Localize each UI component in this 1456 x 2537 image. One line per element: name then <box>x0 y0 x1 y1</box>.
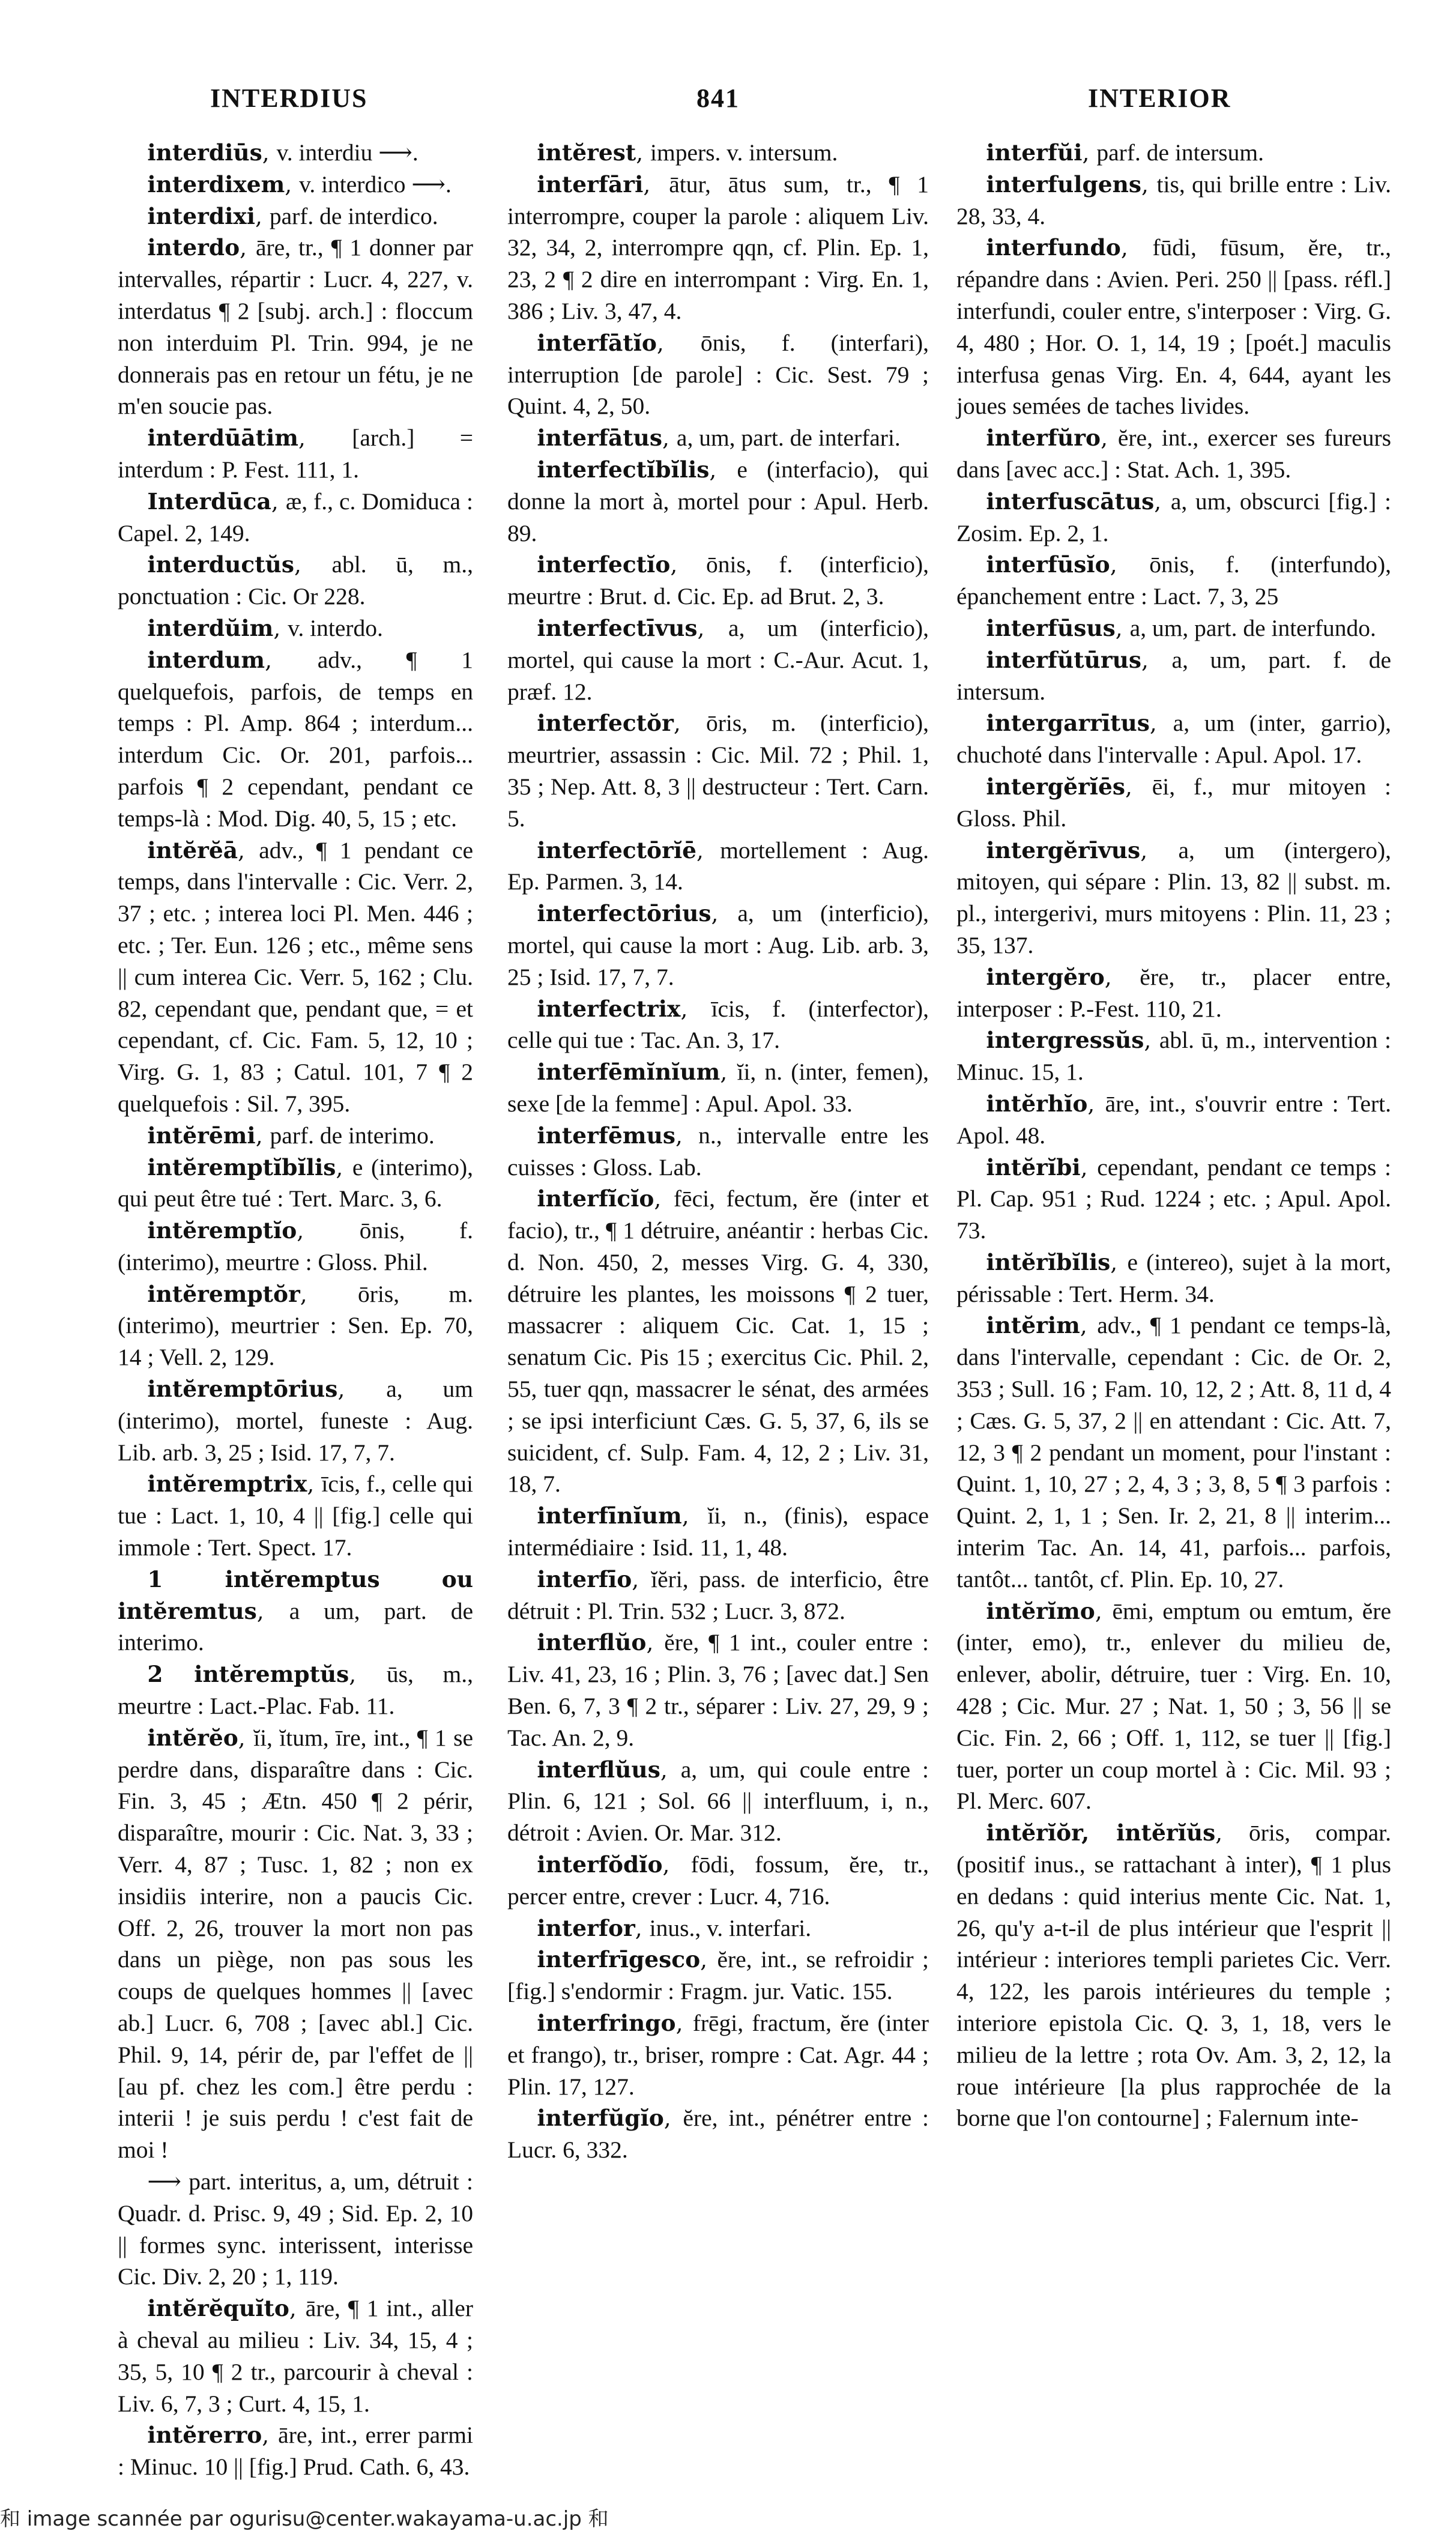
left-guide-word: INTERDIUS <box>210 83 368 113</box>
dictionary-entry <box>507 1754 929 1849</box>
dictionary-entry <box>118 612 473 644</box>
headword: 1 intĕremptus ou intĕremtus , <box>118 1566 473 1624</box>
definition: cependant, pendant ce temps : Pl. Cap. 951 ; Rud. 1224 ; etc. ; Apul. Apol. 73. <box>956 1154 1391 1244</box>
dictionary-entry <box>507 1564 929 1627</box>
definition: ōnis, f. (interfari), interruption [de parole] : Cic. Sest. 79 ; Quint. 4, 2, 50. <box>507 329 929 420</box>
definition: v. interdo. <box>288 614 383 641</box>
headword: intĕrhĭo , <box>986 1090 1105 1117</box>
spacer <box>118 2483 1391 2507</box>
headword: interdixem , <box>147 171 299 198</box>
headword: interfātĭo , <box>537 330 701 356</box>
headword: interfĭcĭo , <box>537 1185 674 1212</box>
dictionary-entry <box>118 2293 473 2419</box>
columns <box>118 137 1391 2483</box>
dictionary-entry <box>118 1215 473 1278</box>
definition: ēmi, emptum ou emtum, ĕre (inter, emo), tr., enlever du milieu de, enlever, abolir, détruire, tuer : Virg. En. 10, 428 ; Cic. Mur. 27 ; Nat. 1, 50 ; 3, 56 || se Cic. Fin. 2, 66 ; Off. 1, 112, se tuer || [fig.] tuer, porter un coup mortel à : Cic. Mil. 93 ; Pl. Merc. 607. <box>956 1597 1391 1815</box>
definition: parf. de interdico. <box>269 202 438 229</box>
headword: interfectĭo , <box>537 551 706 578</box>
dictionary-entry <box>956 1595 1391 1818</box>
definition: ĕre, int., se refroidir ; [fig.] s'endormir : Fragm. jur. Vatic. 155. <box>507 1946 929 2005</box>
headword: 2 intĕremptŭs , <box>147 1661 387 1687</box>
headword: interfūsus , <box>986 615 1129 641</box>
definition: āre, int., errer parmi : Minuc. 10 || [fig.] Prud. Cath. 6, 43. <box>118 2422 473 2481</box>
definition: mortellement : Aug. Ep. Parmen. 3, 14. <box>507 836 929 895</box>
dictionary-entry <box>507 1183 929 1500</box>
definition: æ, f., c. Domiduca : Capel. 2, 149. <box>118 488 474 546</box>
headword: interfuscātus , <box>986 488 1171 515</box>
definition: ōnis, f. (interficio), meurtre : Brut. d. Cic. Ep. ad Brut. 2, 3. <box>507 551 929 610</box>
definition: ĕre, ¶ 1 int., couler entre : Liv. 41, 23, 16 ; Plin. 3, 76 ; [avec dat.] Sen Ben. 6, 7, 3 ¶ 2 tr., séparer : Liv. 27, 29, 9 ; Tac. An. 2, 9. <box>507 1629 929 1751</box>
dictionary-entry <box>118 1152 473 1215</box>
dictionary-entry <box>118 422 473 486</box>
headword: interductŭs , <box>147 551 331 578</box>
headword: interdixi , <box>147 203 269 229</box>
column-2 <box>507 137 929 2166</box>
dictionary-entry <box>118 1468 473 1563</box>
dictionary-entry <box>507 327 929 422</box>
headword: interfundo , <box>986 234 1152 261</box>
dictionary-entry <box>956 612 1391 644</box>
definition: ōris, m. (interficio), meurtrier, assassin : Cic. Mil. 72 ; Phil. 1, 35 ; Nep. Att. 8, 3 || destructeur : Tert. Carn. 5. <box>507 710 929 832</box>
dictionary-entry <box>507 1849 929 1913</box>
dictionary-entry <box>507 137 929 169</box>
headword: intĕremptĭbĭlis , <box>147 1154 352 1181</box>
headword: interfectrix , <box>537 996 711 1022</box>
definition: ĭi, ĭtum, īre, int., ¶ 1 se perdre dans, disparaître dans : Cic. Fin. 3, 45 ; Ætn. 450 ¶ 2 périr, disparaître, mourir : Cic. Nat. 3, 33 ; Verr. 4, 87 ; Tusc. 1, 82 ; non ex insidiis interire, non a paucis Cic. Off. 2, 26, trouver la mort non pas dans un piège, non pas sous les coups de quelques hommes || [avec ab.] Lucr. 6, 708 ; [avec abl.] Cic. Phil. 9, 14, périr de, par l'effet de || [au pf. chez les com.] être perdu : interii ! je suis perdu ! c'est fait de moi ! <box>118 1724 473 2164</box>
dictionary-entry <box>507 454 929 549</box>
headword: intergarrītus , <box>986 710 1173 736</box>
dictionary-entry <box>507 993 929 1057</box>
definition: a, um (interimo), mortel, funeste : Aug. Lib. arb. 3, 25 ; Isid. 17, 7, 7. <box>118 1376 473 1466</box>
dictionary-entry <box>118 1722 473 2166</box>
headword: intĕremptrix , <box>147 1471 321 1497</box>
definition: a, um, qui coule entre : Plin. 6, 121 ; Sol. 66 || interfluum, i, n., détroit : Avien. Or. Mar. 312. <box>507 1756 929 1846</box>
definition: e (interimo), qui peut être tué : Tert. Marc. 3, 6. <box>118 1154 473 1212</box>
dictionary-entry <box>118 1659 473 1722</box>
definition: ĕre, int., exercer ses fureurs dans [avec acc.] : Stat. Ach. 1, 395. <box>956 425 1391 483</box>
definition: parf. de interimo. <box>270 1122 435 1149</box>
headword: intĕremptĭo , <box>147 1217 359 1244</box>
headword: interdiūs , <box>147 139 276 166</box>
definition: āre, tr., ¶ 1 donner par intervalles, répartir : Lucr. 4, 227, v. interdatus ¶ 2 [subj. arch.] : floccum non interduim Pl. Trin. 994, je ne donnerais pas en retour un fétu, je ne m'en soucie pas. <box>118 234 474 420</box>
definition: fūdi, fūsum, ĕre, tr., répandre dans : Avien. Peri. 250 || [pass. réfl.] interfundi, couler entre, s'interposer : Virg. G. 4, 480 ; Hor. O. 1, 14, 19 ; [poét.] maculis interfusa genas Virg. En. 4, 644, ayant les joues semées de taches livides. <box>956 234 1391 420</box>
headword: interfāri , <box>537 171 669 198</box>
definition: n., intervalle entre les cuisses : Gloss. Lab. <box>507 1122 929 1181</box>
headword: interfīnĭum , <box>537 1502 707 1529</box>
definition: impers. v. intersum. <box>650 139 838 166</box>
headword: interfūsĭo , <box>986 551 1149 578</box>
definition: a, um (inter, garrio), chuchoté dans l'intervalle : Apul. Apol. 17. <box>956 710 1391 769</box>
headword: interfectīvus , <box>537 615 728 641</box>
dictionary-entry <box>507 169 929 327</box>
headword: intĕrim , <box>986 1312 1097 1338</box>
headword: intĕremptŏr , <box>147 1281 358 1307</box>
definition: abl. ū, m., ponctuation : Cic. Or 228. <box>118 551 473 610</box>
headword: interfŭgĭo , <box>537 2105 683 2131</box>
definition: a, um (interficio), mortel, qui cause la mort : C.-Aur. Acut. 1, præf. 12. <box>507 614 929 705</box>
dictionary-entry <box>956 1247 1391 1310</box>
dictionary-entry <box>118 486 473 549</box>
dictionary-entry <box>956 1088 1391 1152</box>
dictionary-entry <box>956 644 1391 708</box>
definition: ĕre, tr., placer entre, interposer : P.-Fest. 110, 21. <box>956 963 1391 1022</box>
dictionary-entry <box>118 1120 473 1152</box>
headword: intĕrĭmo , <box>986 1598 1112 1624</box>
definition: fēci, fectum, ĕre (inter et facio), tr., ¶ 1 détruire, anéantir : herbas Cic. d. Non. 450, 2, messes Virg. G. 4, 330, détruire les plantes, les moissons ¶ 2 tuer, massacrer : aliquem Cic. Cat. 1, 15 ; senatum Cic. Pis 15 ; exercitus Cic. Phil. 2, 55, tuer qqn, massacrer le sénat, des armées ; se ipsi interficiunt Cæs. G. 5, 37, 6, ils se suicident, cf. Sulp. Fam. 4, 12, 2 ; Liv. 31, 18, 7. <box>507 1185 929 1498</box>
headword: interdūātim , <box>147 425 352 451</box>
definition: a um, part. de interimo. <box>118 1597 473 1656</box>
definition: parf. de intersum. <box>1096 139 1264 166</box>
dictionary-entry <box>118 2419 473 2483</box>
headword: intĕrĕā , <box>147 837 259 863</box>
dictionary-entry <box>956 549 1391 612</box>
dictionary-entry <box>118 1564 473 1659</box>
definition: a, um, part. f. de intersum. <box>956 646 1391 705</box>
headword: interfringo , <box>537 2010 692 2036</box>
definition: ⟶ part. interitus, a, um, détruit : Quadr. d. Prisc. 9, 49 ; Sid. Ep. 2, 10 || formes sync. interissent, interisse Cic. Div. 2, 20 ; 1, 119. <box>118 2168 473 2290</box>
dictionary-entry <box>956 835 1391 961</box>
headword: interfŭi , <box>986 139 1096 166</box>
definition: a, um, obscurci [fig.] : Zosim. Ep. 2, 1. <box>956 488 1391 546</box>
headword: intĕrerro , <box>147 2422 278 2448</box>
headword: interfor , <box>537 1915 649 1941</box>
headword: interfectŏr , <box>537 710 706 736</box>
definition: ĭi, n. (inter, femen), sexe [de la femme] : Apul. Apol. 33. <box>507 1059 929 1117</box>
definition: ātur, ātus sum, tr., ¶ 1 interrompre, couper la parole : aliquem Liv. 32, 34, 2, interrompre qqn, cf. Plin. Ep. 1, 23, 2 ¶ 2 dire en interrompant : Virg. En. 1, 386 ; Liv. 3, 47, 4. <box>507 171 929 324</box>
definition: v. interdico ⟶. <box>299 171 452 198</box>
definition: frēgi, fractum, ĕre (inter et frango), tr., briser, rompre : Cat. Agr. 44 ; Plin. 17, 127. <box>507 2010 929 2100</box>
dictionary-entry <box>118 644 473 835</box>
headword: intergĕrĭēs , <box>986 773 1152 800</box>
definition: v. interdiu ⟶. <box>276 139 418 166</box>
definition: a, um, part. de interfari. <box>676 425 901 452</box>
dictionary-entry <box>956 961 1391 1025</box>
dictionary-entry <box>956 1024 1391 1088</box>
definition: ōnis, f. (interimo), meurtre : Gloss. Phil. <box>118 1217 473 1275</box>
dictionary-entry <box>956 707 1391 771</box>
dictionary-entry <box>507 1944 929 2007</box>
headword: interfectōrius , <box>537 900 737 927</box>
dictionary-entry <box>507 1913 929 1944</box>
definition: e (interfacio), qui donne la mort à, mortel pour : Apul. Herb. 89. <box>507 456 929 546</box>
headword: interfātus , <box>537 425 677 451</box>
headword: intĕrĭbi , <box>986 1154 1097 1181</box>
headword: interfŭro , <box>986 425 1118 451</box>
definition: inus., v. interfari. <box>649 1914 812 1941</box>
headword: intĕrĭŏr, intĕrĭŭs , <box>986 1819 1249 1846</box>
definition: adv., ¶ 1 quelquefois, parfois, de temps en temps : Pl. Amp. 864 ; interdum... interdum Cic. Or. 201, parfois... parfois ¶ 2 cependant, pendant ce temps-là : Mod. Dig. 40, 5, 15 ; etc. <box>118 646 473 832</box>
column-3 <box>956 137 1391 2134</box>
dictionary-entry <box>507 707 929 834</box>
definition: āre, ¶ 1 int., aller à cheval au milieu : Liv. 34, 15, 4 ; 35, 5, 10 ¶ 2 tr., parcourir à cheval : Liv. 6, 7, 3 ; Curt. 4, 15, 1. <box>118 2295 473 2417</box>
definition: a, um, part. de interfundo. <box>1129 614 1376 641</box>
definition: ūs, m., meurtre : Lact.-Plac. Fab. 11. <box>118 1661 473 1720</box>
column-1 <box>118 137 473 2483</box>
headword: interdum , <box>147 647 317 673</box>
dictionary-entry <box>118 1278 473 1373</box>
headword: intergĕro , <box>986 964 1140 990</box>
headword: intĕrēmi , <box>147 1122 270 1149</box>
headword: intĕrĕquĭto , <box>147 2295 305 2321</box>
headword: interfectōrĭē , <box>537 837 720 863</box>
headword: intĕremptōrius , <box>147 1376 386 1402</box>
definition: tis, qui brille entre : Liv. 28, 33, 4. <box>956 171 1392 229</box>
definition: e (intereo), sujet à la mort, périssable : Tert. Herm. 34. <box>956 1248 1392 1307</box>
dictionary-entry <box>118 169 473 201</box>
definition: [arch.] = interdum : P. Fest. 111, 1. <box>118 425 473 483</box>
headword: interflŭus , <box>537 1756 680 1783</box>
dictionary-entry <box>118 1373 473 1468</box>
dictionary-entry <box>507 2102 929 2166</box>
page-number: 841 <box>696 83 740 113</box>
dictionary-entry <box>507 549 929 612</box>
definition: ĭi, n., (finis), espace intermédiaire : Isid. 11, 1, 48. <box>507 1502 929 1561</box>
definition: ōris, m. (interimo), meurtrier : Sen. Ep. 70, 14 ; Vell. 2, 129. <box>118 1280 473 1371</box>
dictionary-entry <box>956 1310 1391 1595</box>
headword: interfēmus , <box>537 1122 698 1149</box>
definition: āre, int., s'ouvrir entre : Tert. Apol. 48. <box>956 1090 1392 1149</box>
headword: interdŭim , <box>147 615 288 641</box>
dictionary-entry <box>956 486 1391 549</box>
running-header <box>118 83 1391 137</box>
headword: interfŏdĭo , <box>537 1851 690 1878</box>
definition: ōris, compar. (positif inus., se rattachant à inter), ¶ 1 plus en dedans : quid interius mente Cic. Nat. 1, 26, qu'y a-t-il de plus intérieur que l'esprit || intérieur : interiores templi parietes Cic. Verr. 4, 122, les parois intérieures du temple ; interiore epistola Cic. Q. 3, 1, 18, vers le milieu de la lettre ; rota Ov. Am. 3, 2, 12, la roue intérieure [la plus rapprochée de la borne que l'on contourne] ; Falernum inte- <box>956 1819 1392 2132</box>
dictionary-entry <box>956 137 1391 169</box>
dictionary-entry <box>956 232 1391 422</box>
dictionary-entry <box>118 2166 473 2293</box>
headword: intergĕrīvus , <box>986 837 1178 863</box>
dictionary-entry <box>507 1627 929 1753</box>
dictionary-entry <box>507 1056 929 1120</box>
dictionary-entry <box>507 1120 929 1184</box>
definition: ĭĕri, pass. de interficio, être détruit : Pl. Trin. 532 ; Lucr. 3, 872. <box>507 1565 929 1624</box>
definition: īcis, f., celle qui tue : Lact. 1, 10, 4 || [fig.] celle qui immole : Tert. Spect. 17. <box>118 1471 473 1561</box>
headword: interfēmĭnĭum , <box>537 1059 737 1085</box>
dictionary-entry <box>956 771 1391 835</box>
dictionary-entry <box>956 1817 1391 2134</box>
definition: fōdi, fossum, ĕre, tr., percer entre, crever : Lucr. 4, 716. <box>507 1851 929 1910</box>
scan-credit: 和 image scannée par ogurisu@center.wakayama-u.ac.jp 和 <box>0 2506 609 2531</box>
headword: interfŭtūrus , <box>986 647 1171 673</box>
headword: interfrīgesco , <box>537 1946 717 1973</box>
definition: adv., ¶ 1 pendant ce temps-là, dans l'intervalle, cependant : Cic. de Or. 2, 353 ; Sull. 16 ; Fam. 10, 12, 2 ; Att. 8, 11 d, 4 ; Cæs. G. 5, 37, 2 || en attendant : Cic. Att. 7, 12, 3 ¶ 2 pendant un moment, pour l'instant : Quint. 1, 10, 27 ; 2, 4, 3 ; 3, 8, 5 ¶ 3 parfois : Quint. 2, 1, 1 ; Sen. Ir. 2, 21, 8 || interim... interim Tac. An. 14, 41, parfois... parfois, tantôt... tantôt, cf. Plin. Ep. 10, 27. <box>956 1312 1391 1592</box>
definition: a, um (interficio), mortel, qui cause la mort : Aug. Lib. arb. 3, 25 ; Isid. 17, 7, 7. <box>507 900 929 990</box>
dictionary-entry <box>956 422 1391 486</box>
definition: īcis, f. (interfector), celle qui tue : Tac. An. 3, 17. <box>507 995 929 1054</box>
headword: interfectĭbĭlis , <box>537 456 737 483</box>
dictionary-entry <box>956 1152 1391 1247</box>
definition: ōnis, f. (interfundo), épanchement entre : Lact. 7, 3, 25 <box>956 551 1391 610</box>
dictionary-entry <box>118 835 473 1120</box>
headword: interflŭo , <box>537 1629 664 1656</box>
definition: ĕre, int., pénétrer entre : Lucr. 6, 332. <box>507 2105 929 2164</box>
headword: interfulgens , <box>986 171 1156 198</box>
headword: intĕrĕo , <box>147 1725 253 1751</box>
definition: abl. ū, m., intervention : Minuc. 15, 1. <box>956 1027 1391 1086</box>
dictionary-entry <box>507 422 929 454</box>
headword: Interdūca , <box>147 488 285 515</box>
dictionary-entry <box>956 169 1391 232</box>
dictionary-entry <box>507 612 929 707</box>
right-guide-word: INTERIOR <box>1088 83 1231 113</box>
headword: intĕrest , <box>537 139 650 166</box>
dictionary-entry <box>118 549 473 612</box>
dictionary-entry <box>507 898 929 993</box>
dictionary-entry <box>118 201 473 232</box>
dictionary-entry <box>507 2007 929 2102</box>
headword: interdo , <box>147 234 256 261</box>
dictionary-entry <box>507 1500 929 1564</box>
headword: intĕrĭbĭlis , <box>986 1249 1127 1275</box>
definition: adv., ¶ 1 pendant ce temps, dans l'intervalle : Cic. Verr. 2, 37 ; etc. ; interea loci Pl. Men. 446 ; etc. ; Ter. Eun. 126 ; etc., même sens || cum interea Cic. Verr. 5, 162 ; Clu. 82, cependant que, pendant que, = et cependant, cf. Cic. Fam. 5, 12, 10 ; Virg. G. 1, 83 ; Catul. 101, 7 ¶ 2 quelquefois : Sil. 7, 395. <box>118 836 474 1117</box>
dictionary-entry <box>118 232 473 422</box>
dictionary-entry <box>507 835 929 898</box>
definition: a, um (intergero), mitoyen, qui sépare : Plin. 13, 82 || subst. m. pl., intergerivi, murs mitoyens : Plin. 11, 23 ; 35, 137. <box>956 836 1391 958</box>
definition: ēi, f., mur mitoyen : Gloss. Phil. <box>956 773 1391 832</box>
dictionary-entry <box>118 137 473 169</box>
headword: intergressŭs , <box>986 1027 1159 1053</box>
headword: interfīo , <box>537 1566 651 1592</box>
